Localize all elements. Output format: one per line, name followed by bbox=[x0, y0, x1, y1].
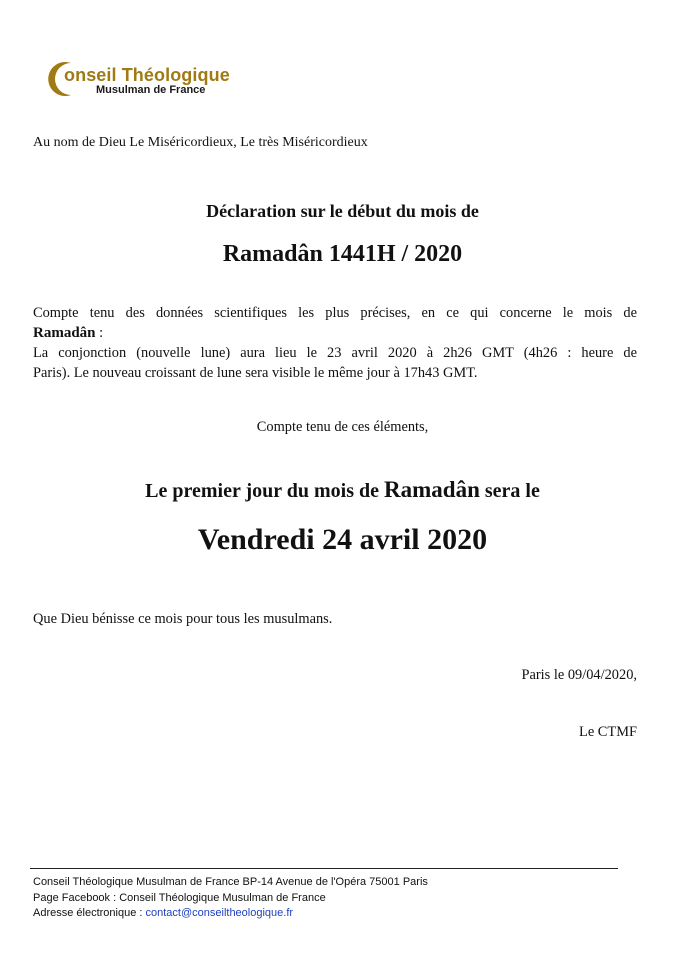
footer-email-line bbox=[33, 906, 428, 922]
paragraph-line: Paris). Le nouveau croissant de lune sera visible le même jour à 17h43 GMT. bbox=[33, 365, 478, 381]
footer-divider bbox=[30, 868, 618, 869]
announcement-heading bbox=[0, 477, 685, 503]
logo-title: onseil Théologique bbox=[64, 65, 230, 85]
announcement-month: Ramadân bbox=[384, 477, 480, 502]
logo-subtitle: Musulman de France bbox=[96, 84, 206, 96]
paragraph-line: La conjonction (nouvelle lune) aura lieu le 23 avril 2020 à 2h26 GMT (4h26 : heure de bbox=[33, 345, 637, 361]
consideration-text: Compte tenu de ces éléments, bbox=[256, 419, 429, 435]
paragraph-line bbox=[33, 323, 637, 343]
announcement-suffix: sera le bbox=[479, 480, 540, 502]
footer-facebook: Page Facebook : Conseil Théologique Musulman de France bbox=[33, 891, 326, 904]
start-date: Vendredi 24 avril 2020 bbox=[197, 523, 488, 556]
month-name: Ramadân bbox=[33, 325, 96, 341]
paragraph-colon: : bbox=[95, 325, 104, 341]
place-date: Paris le 09/04/2020, bbox=[521, 667, 637, 683]
declaration-subtitle: Ramadân 1441H / 2020 bbox=[222, 241, 463, 267]
signature: Le CTMF bbox=[579, 724, 637, 740]
footer bbox=[33, 875, 428, 922]
blessing-text: Que Dieu bénisse ce mois pour tous les musulmans. bbox=[33, 611, 333, 627]
footer-email-label: Adresse électronique : bbox=[33, 907, 146, 919]
organization-logo bbox=[44, 56, 284, 102]
email-link[interactable]: contact@conseiltheologique.fr bbox=[145, 907, 294, 919]
declaration-title: Déclaration sur le début du mois de bbox=[206, 201, 479, 221]
invocation-text: Au nom de Dieu Le Miséricordieux, Le très Miséricordieux bbox=[33, 135, 368, 150]
paragraph-line: Compte tenu des données scientifiques les plus précises, en ce qui concerne le mois de bbox=[33, 305, 637, 321]
announcement-prefix: Le premier jour du mois de bbox=[145, 480, 385, 502]
footer-address: Conseil Théologique Musulman de France BP-14 Avenue de l'Opéra 75001 Paris bbox=[33, 876, 428, 888]
conjunction-paragraph bbox=[33, 303, 637, 383]
